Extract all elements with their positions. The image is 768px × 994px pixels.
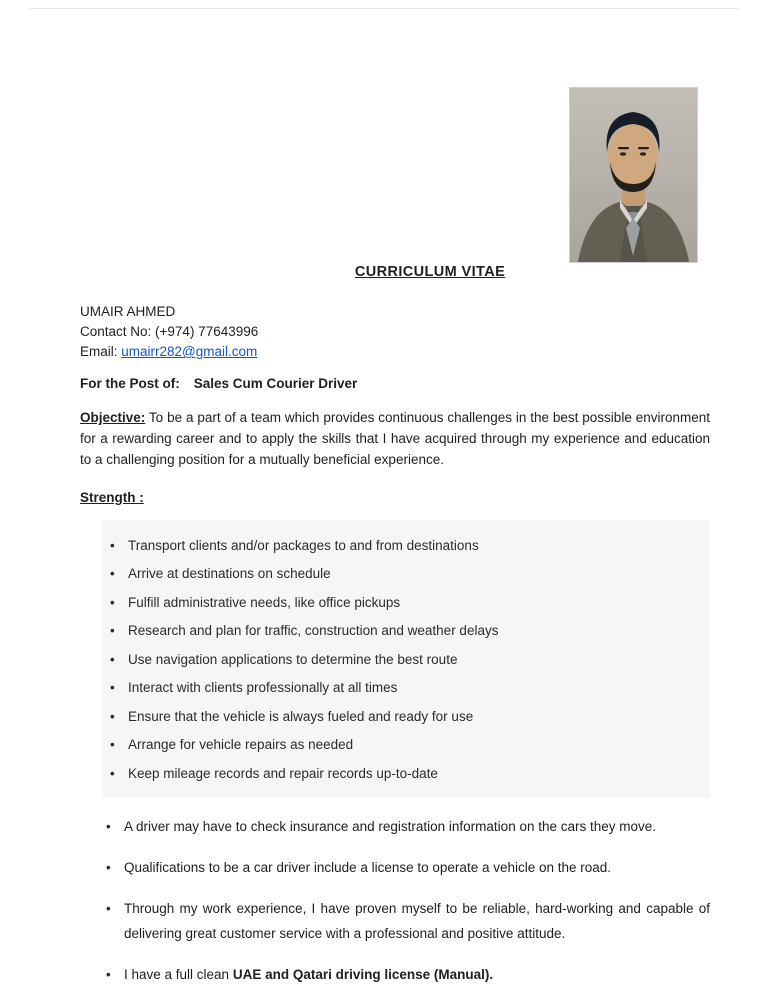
email-link[interactable]: umairr282@gmail.com xyxy=(121,344,258,359)
contact-number: Contact No: (+974) 77643996 xyxy=(80,324,259,339)
strength-item-final xyxy=(102,962,710,987)
email-line xyxy=(80,342,710,362)
post-value: Sales Cum Courier Driver xyxy=(193,376,358,391)
strength-item: • Ensure that the vehicle is always fueled and ready for use xyxy=(106,707,700,726)
strength-item: • Research and plan for traffic, construction and weather delays xyxy=(106,621,700,640)
strength-item: • Transport clients and/or packages to and from destinations xyxy=(106,536,700,555)
strength-item: • Keep mileage records and repair records up-to-date xyxy=(106,764,700,783)
post-line xyxy=(80,376,710,391)
final-item-prefix: I have a full clean xyxy=(124,967,233,982)
strength-item: • Fulfill administrative needs, like office pickups xyxy=(106,593,700,612)
strength-list-plain xyxy=(102,814,710,987)
strength-item: • Through my work experience, I have proven myself to be reliable, hard-working and capable of delivering great customer service with a professional and positive attitude. xyxy=(102,896,710,946)
portrait-photo-graphic xyxy=(570,88,697,262)
post-label: For the Post of: xyxy=(80,376,180,391)
strength-list-shaded xyxy=(102,520,710,798)
strength-item: • Use navigation applications to determine the best route xyxy=(106,650,700,669)
page-title: CURRICULUM VITAE xyxy=(354,264,506,280)
objective-paragraph xyxy=(80,407,710,470)
objective-text: To be a part of a team which provides continuous challenges in the best possible environment for a rewarding career and to apply the skills that I have acquired through my experience and education to a challenging position for a mutually beneficial experience. xyxy=(80,410,710,467)
strength-label: Strength : xyxy=(80,490,144,505)
objective-label: Objective: xyxy=(80,410,146,425)
strength-item: • Qualifications to be a car driver include a license to operate a vehicle on the road. xyxy=(102,855,710,880)
page-top-edge xyxy=(30,8,738,9)
portrait-photo xyxy=(570,88,697,262)
candidate-name: UMAIR AHMED xyxy=(80,304,176,319)
strength-item: • Arrive at destinations on schedule xyxy=(106,564,700,583)
strength-item: • A driver may have to check insurance and registration information on the cars they move. xyxy=(102,814,710,839)
strength-item: • Interact with clients professionally at all times xyxy=(106,678,700,697)
strength-item: • Arrange for vehicle repairs as needed xyxy=(106,735,700,754)
cv-content xyxy=(80,264,710,994)
strength-heading xyxy=(80,488,710,508)
final-item-bold: UAE and Qatari driving license (Manual). xyxy=(232,967,494,982)
email-label: Email: xyxy=(80,344,122,359)
